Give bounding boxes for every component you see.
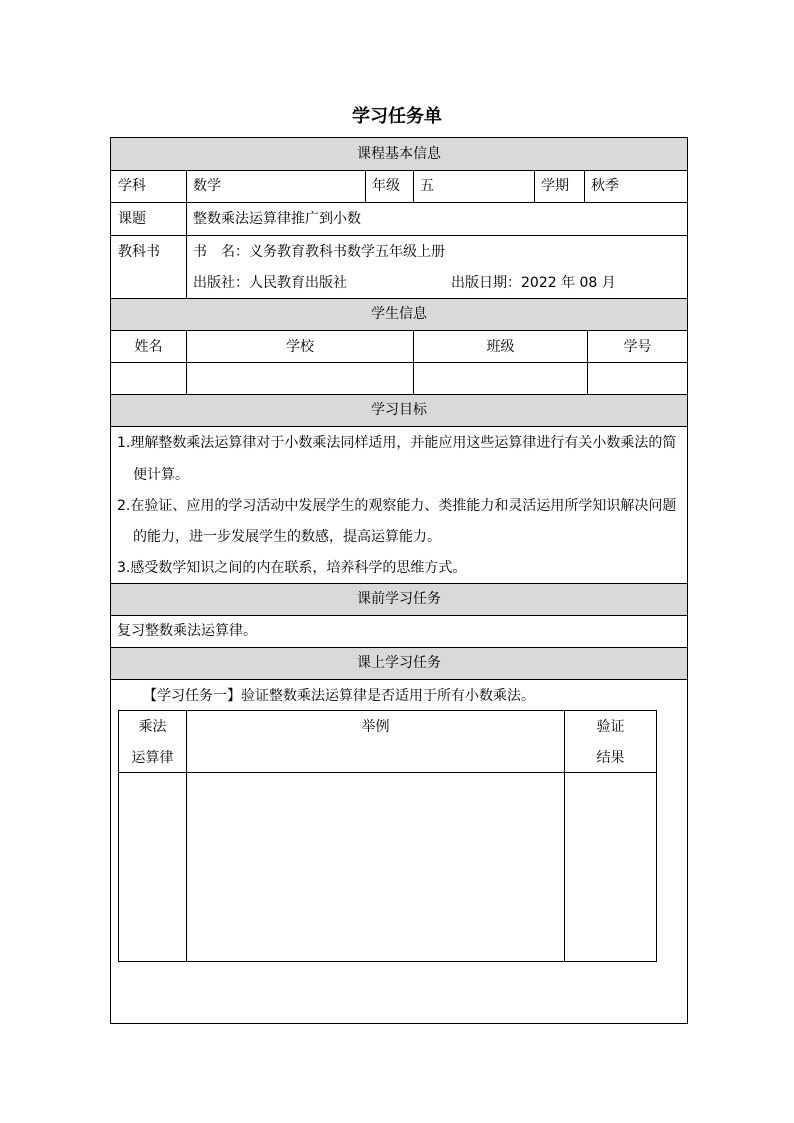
rule [110,235,688,236]
rule [365,170,366,202]
textbook-label: 教科书 [118,244,160,260]
term-value: 秋季 [591,178,619,194]
subject-label: 学科 [118,178,146,194]
objective-1-line-1: 1.理解整数乘法运算律对于小数乘法同样适用，并能应用这些运算律进行有关小数乘法的简 [117,435,677,451]
verification-col-law-line-2: 运算律 [131,750,174,766]
section-heading-course-info: 课程基本信息 [357,146,441,162]
student-header-name: 姓名 [134,339,163,355]
rule [110,298,688,299]
student-school-cell[interactable] [187,363,413,394]
task-1-intro: 【学习任务一】验证整数乘法运算律是否适用于所有小数乘法。 [143,688,535,704]
section-heading-student-info: 学生信息 [371,306,427,322]
rule [413,170,414,202]
rule [110,170,688,171]
grade-label: 年级 [372,178,400,194]
student-name-cell[interactable] [111,363,186,394]
objective-2-line-1: 2.在验证、应用的学习活动中发展学生的观察能力、类推能力和灵活运用所学知识解决问题 [117,498,677,514]
rule [110,647,688,648]
student-number-cell[interactable] [588,363,687,394]
objective-3: 3.感受数学知识之间的内在联系，培养科学的思维方式。 [117,560,467,576]
rule [534,170,535,202]
rule [110,330,688,331]
rule [110,426,688,427]
rule [584,170,585,202]
objective-2-line-2: 的能力，进一步发展学生的数感，提高运算能力。 [133,529,441,545]
section-heading-pre-class: 课前学习任务 [357,591,441,607]
rule [110,394,688,395]
example-answer-cell[interactable] [187,773,564,961]
rule [110,202,688,203]
textbook-publish-date: 出版日期：2022 年 08 月 [451,275,616,291]
law-answer-cell[interactable] [119,773,186,961]
verification-col-law-line-1: 乘法 [138,719,167,735]
rule [110,583,688,584]
verification-col-result-line-1: 验证 [596,719,625,735]
grade-value: 五 [420,178,434,194]
rule [186,170,187,298]
verification-col-example: 举例 [361,719,390,735]
textbook-publisher: 出版社：人民教育出版社 [193,275,347,291]
rule [110,615,688,616]
pre-class-task: 复习整数乘法运算律。 [117,623,257,639]
rule [110,679,688,680]
subject-value: 数学 [193,178,221,194]
topic-value: 整数乘法运算律推广到小数 [193,211,361,227]
page-title: 学习任务单 [352,106,442,127]
topic-label: 课题 [118,211,146,227]
section-heading-objectives: 学习目标 [371,402,427,418]
section-heading-in-class: 课上学习任务 [357,655,441,671]
verification-col-result-line-2: 结果 [596,750,625,766]
student-header-class: 班级 [486,339,515,355]
textbook-name: 书 名：义务教育教科书数学五年级上册 [193,244,445,260]
student-class-cell[interactable] [414,363,587,394]
result-answer-cell[interactable] [565,773,656,961]
objective-1-line-2: 便计算。 [133,467,189,483]
term-label: 学期 [541,178,569,194]
student-header-number: 学号 [623,339,652,355]
student-header-school: 学校 [286,339,314,355]
